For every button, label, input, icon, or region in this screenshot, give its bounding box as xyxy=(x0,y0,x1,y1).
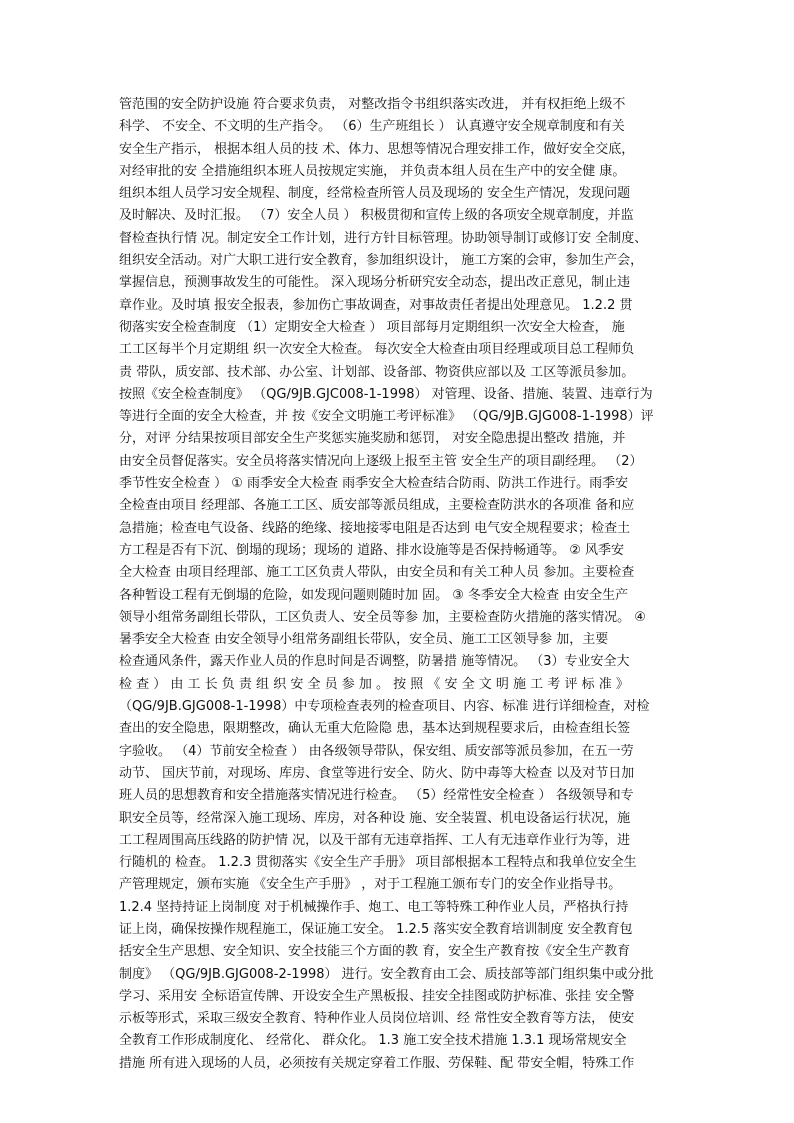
text-line: 证上岗，确保按操作规程施工，保证施工安全。 1.2.5 落实安全教育培训制度 安全教育包 xyxy=(119,921,633,937)
text-line: 及时解决、及时汇报。 （7）安全人员 ） 积极贯彻和宣传上级的各项安全规章制度，并监 xyxy=(119,208,634,224)
text-line: 字验收。 （4）节前安全检查 ） 由各级领导带队，保安组、质安部等派员参加，在五一劳 xyxy=(119,743,634,759)
text-line: （QG/9JB.GJG008-1-1998）中专项检查表列的检查项目、内容、标准 进行详细检查，对检 xyxy=(119,699,650,715)
text-line: 管范围的安全防护设施 符合要求负责， 对整改指令书组织落实改进， 并有权拒绝上级不 xyxy=(119,97,626,112)
text-line: 由安全员督促落实。安全员将落实情况向上逐级上报至主管 安全生产的项目副经理。 （2） xyxy=(119,453,643,469)
text-line: 领导小组常务副组长带队，工区负责人、安全员等参 加，主要检查防火措施的落实情况。 ④ xyxy=(119,609,646,625)
text-line: 检查通风条件，露天作业人员的作息时间是否调整，防暑措 施等情况。 （3）专业安全大 xyxy=(119,654,630,670)
text-line: 职安全员等，经常深入施工现场、库房，对各种设 施、安全装置、机电设备运行状况，施 xyxy=(119,810,631,826)
text-line: 学习、采用安 全标语宣传牌、开设安全生产黑板报、挂安全挂图或防护标准、张挂 安全警 xyxy=(119,988,635,1004)
text-line: 全检查由项目 经理部、各施工工区、质安部等派员组成，主要检查防洪水的各项准 备和应 xyxy=(119,498,635,514)
text-line: 季节性安全检查 ） ① 雨季安全大检查 雨季安全大检查结合防雨、防洪工作进行。雨季安 xyxy=(119,476,629,492)
text-line: 示板等形式，采取三级安全教育、特种作业人员岗位培训、经 常性安全教育等方法， 使安 xyxy=(119,1011,635,1027)
text-line: 动节、 国庆节前，对现场、库房、食堂等进行安全、防火、防中毒等大检查 以及对节日加 xyxy=(119,765,635,781)
text-line: 对经审批的安 全措施组织本班人员按规定实施， 并负责本组人员在生产中的安全健 康。 xyxy=(119,163,626,179)
text-line: 督检查执行情 况。制定安全工作计划，进行方针目标管理。协助领导制订或修订安 全制度、 xyxy=(119,230,648,246)
text-line: 组织本组人员学习安全规程、制度，经常检查所管人员及现场的 安全生产情况，发现问题 xyxy=(119,186,631,202)
text-line: 组织安全活动。对广大职工进行安全教育，参加组织设计， 施工方案的会审，参加生产会， xyxy=(119,253,644,269)
text-line: 产管理规定，颁布实施 《安全生产手册》 ，对于工程施工颁布专门的安全作业指导书。 xyxy=(119,877,622,893)
text-line: 工工区每半个月定期组 织一次安全大检查。 每次安全大检查由项目经理或项目总工程师负 xyxy=(119,342,635,358)
text-line: 章作业。及时填 报安全报表，参加伤亡事故调查，对事故责任者提出处理意见。 1.2.2 贯 xyxy=(119,297,633,313)
text-line: 彻落实安全检查制度 （1）定期安全大检查 ） 项目部每月定期组织一次安全大检查， 施 xyxy=(119,319,625,335)
text-line: 1.2.4 坚持持证上岗制度 对于机械操作手、炮工、电工等特殊工种作业人员，严格执行持 xyxy=(119,899,629,915)
text-line: 措施 所有进入现场的人员，必须按有关规定穿着工作服、劳保鞋、配 带安全帽，特殊工作 xyxy=(119,1055,635,1071)
text-line: 急措施；检查电气设备、线路的绝缘、接地接零电阻是否达到 电气安全规程要求；检查土 xyxy=(119,520,631,536)
text-line: 科学、 不安全、不文明的生产指令。 （6）生产班组长 ） 认真遵守安全规章制度和有关 xyxy=(119,119,625,135)
text-line: 按照《安全检查制度》 （QG/9JB.GJC008-1-1998） 对管理、设备、措施、装置、违章行为 xyxy=(119,386,653,402)
text-line: 责 带队，质安部、技术部、办公室、计划部、设备部、物资供应部以及 工区等派员参加。 xyxy=(119,364,635,380)
text-line: 全教育工作形成制度化、 经常化、 群众化。 1.3 施工安全技术措施 1.3.1 现场常规安全 xyxy=(119,1033,627,1049)
text-line: 掌握信息，预测事故发生的可能性。 深入现场分析研究安全动态，提出改正意见，制止违 xyxy=(119,275,631,291)
text-line: 制度》 （QG/9JB.GJG008-2-1998） 进行。安全教育由工会、质技部等部门组织集中或分批 xyxy=(119,966,654,982)
text-line: 安全生产指示， 根据本组人员的技 术、体力、思想等情况合理安排工作，做好安全交底， xyxy=(119,141,635,157)
text-line: 全大检查 由项目经理部、施工工区负责人带队，由安全员和有关工种人员 参加。主要检查 xyxy=(119,565,635,581)
text-line: 分，对评 分结果按项目部安全生产奖惩实施奖励和惩罚， 对安全隐患提出整改 措施，并 xyxy=(119,431,626,447)
text-line: 工工程周围高压线路的防护情 况，以及干部有无违章指挥、工人有无违章作业行为等，进 xyxy=(119,832,631,848)
text-line: 等进行全面的安全大检查，并 按《安全文明施工考评标准》 （QG/9JB.GJG008-1-1998）评 xyxy=(119,409,654,425)
text-line: 暑季安全大检查 由安全领导小组常务副组长带队，安全员、施工工区领导参 加，主要 xyxy=(119,632,609,648)
text-line: 检 查 ） 由 工 长 负 责 组 织 安 全 员 参 加 。 按 照 《 安 全 文 明 施 工 考 评 标 准 》 xyxy=(119,676,629,692)
text-line: 班人员的思想教育和安全措施落实情况进行检查。 （5）经常性安全检查 ） 各级领导和专 xyxy=(119,788,634,804)
text-line: 方工程是否有下沉、倒塌的现场；现场的 道路、排水设施等是否保持畅通等。 ② 风季安 xyxy=(119,542,625,558)
text-line: 查出的安全隐患，限期整改，确认无重大危险隐 患，基本达到规程要求后，由检查组长签 xyxy=(119,721,631,737)
text-line: 括安全生产思想、安全知识、安全技能三个方面的教 育，安全生产教育按《安全生产教育 xyxy=(119,944,631,960)
text-line: 行随机的 检查。 1.2.3 贯彻落实《安全生产手册》 项目部根据本工程特点和我单位安全生 xyxy=(119,855,637,871)
text-line: 各种暂设工程有无倒塌的危险，如发现问题则随时加 固。 ③ 冬季安全大检查 由安全生产 xyxy=(119,587,629,603)
body-text xyxy=(119,94,679,1075)
